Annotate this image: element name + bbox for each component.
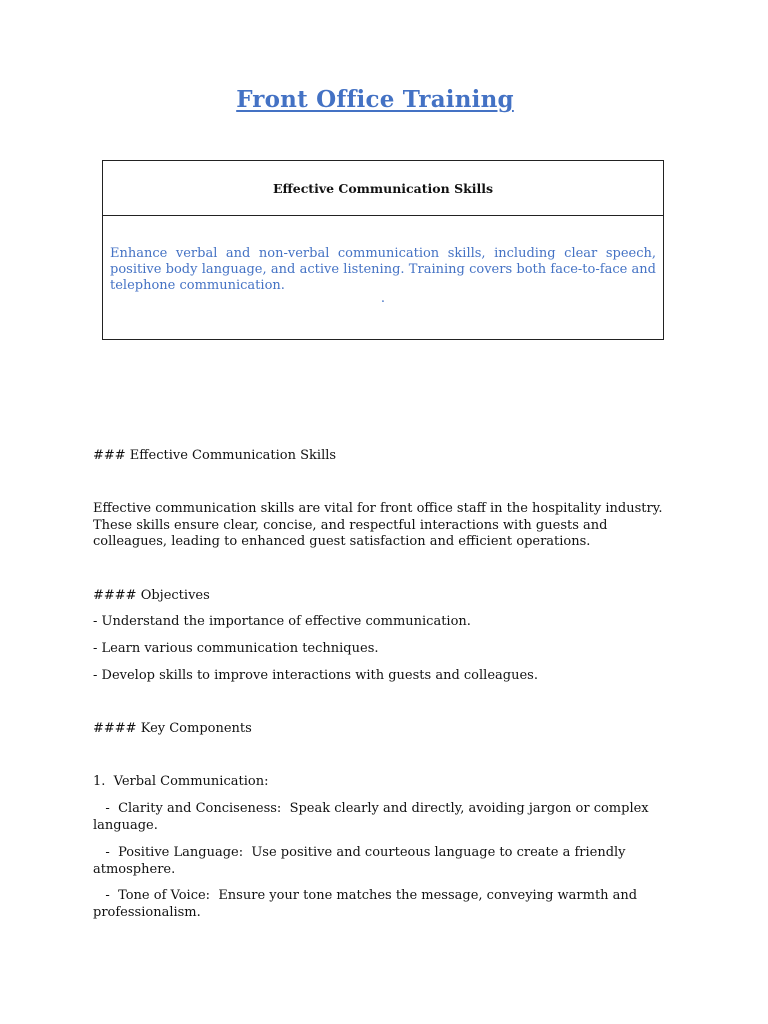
subitem-tone-of-voice: - Tone of Voice: Ensure your tone matches the message, conveying warmth and professionalism. bbox=[93, 888, 642, 920]
summary-box-body: Enhance verbal and non-verbal communication skills, including clear speech, positive body language, and active listening. Training covers both face-to-face and telephone communication. bbox=[110, 246, 656, 293]
subitem-positive-language: - Positive Language: Use positive and courteous language to create a friendly atmosphere. bbox=[93, 845, 630, 877]
objective-item-3: - Develop skills to improve interactions with guests and colleagues. bbox=[93, 668, 538, 683]
objective-item-1: - Understand the importance of effective communication. bbox=[93, 614, 471, 629]
section-heading: ### Effective Communication Skills bbox=[93, 448, 337, 463]
summary-box bbox=[102, 160, 664, 340]
summary-box-dot: . bbox=[380, 291, 386, 306]
objective-item-2: - Learn various communication techniques. bbox=[93, 641, 379, 656]
key-component-item-1: 1. Verbal Communication: bbox=[93, 774, 269, 789]
subitem-clarity: - Clarity and Conciseness: Speak clearly and directly, avoiding jargon or complex language. bbox=[93, 801, 653, 833]
document-title: Front Office Training bbox=[236, 86, 514, 113]
key-components-heading: #### Key Components bbox=[93, 721, 252, 736]
summary-box-heading: Effective Communication Skills bbox=[103, 161, 663, 216]
section-intro: Effective communication skills are vital for front office staff in the hospitality industry. These skills ensure clear, concise, and respectful interactions with guests and colleagues, leading to enhanced guest satisfaction and efficient operations. bbox=[93, 501, 663, 549]
objectives-heading: #### Objectives bbox=[93, 588, 210, 603]
